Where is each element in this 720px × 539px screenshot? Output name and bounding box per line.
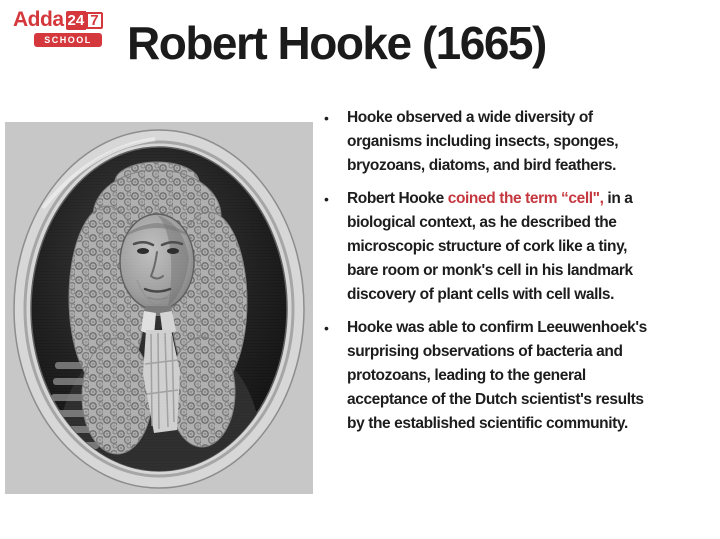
logo-24-box: 24	[67, 11, 85, 29]
logo-247-badge	[66, 11, 103, 30]
bullet-text-line	[347, 316, 720, 340]
bullet-text-line	[347, 412, 720, 436]
bullet-text-line	[347, 235, 720, 259]
page-title: Robert Hooke (1665)	[127, 17, 546, 69]
text-run: Hooke was able to confirm Leeuwenhoek's	[347, 319, 647, 336]
bullet-item	[315, 106, 720, 178]
bullet-text-line	[347, 130, 720, 154]
text-run: organisms including insects, sponges,	[347, 133, 619, 150]
bullet-text-line	[347, 259, 720, 283]
robert-hooke-portrait-image	[5, 122, 313, 494]
logo-brand-text: Adda	[13, 8, 64, 31]
bullet-text-line	[347, 364, 720, 388]
text-run: biological context, as he described the	[347, 214, 617, 231]
bullet-text-line	[347, 388, 720, 412]
bullet-text-line	[347, 283, 720, 307]
bullet-marker: •	[324, 110, 329, 126]
bullet-item	[315, 187, 720, 307]
highlighted-text-run: coined the term “cell",	[447, 190, 604, 207]
logo-school-banner: SCHOOL	[34, 33, 102, 47]
bullet-item	[315, 316, 720, 436]
bullet-text	[347, 187, 720, 307]
bullet-marker: •	[324, 191, 329, 207]
text-run: bryozoans, diatoms, and bird feathers.	[347, 157, 617, 174]
bullet-text-line	[347, 340, 720, 364]
adda247-school-logo	[13, 9, 109, 47]
text-run: by the established scientific community.	[347, 415, 628, 432]
bullet-text-line	[347, 106, 720, 130]
text-run: microscopic structure of cork like a tiny,	[347, 238, 628, 255]
text-run: acceptance of the Dutch scientist's results	[347, 391, 644, 408]
bullet-list	[315, 106, 720, 445]
bullet-text	[347, 316, 720, 436]
text-run: surprising observations of bacteria and	[347, 343, 623, 360]
text-run: in a	[603, 190, 633, 207]
text-run: Hooke observed a wide diversity of	[347, 109, 593, 126]
bullet-marker: •	[324, 320, 329, 336]
logo-7-box: 7	[86, 12, 102, 29]
text-run: bare room or monk's cell in his landmark	[347, 262, 633, 279]
bullet-text-line	[347, 154, 720, 178]
text-run: discovery of plant cells with cell walls.	[347, 286, 615, 303]
logo-wordmark	[13, 9, 109, 31]
bullet-text-line	[347, 211, 720, 235]
text-run: protozoans, leading to the general	[347, 367, 586, 384]
text-run: Robert Hooke	[347, 190, 448, 207]
bullet-text-line	[347, 187, 720, 211]
bullet-text	[347, 106, 720, 178]
